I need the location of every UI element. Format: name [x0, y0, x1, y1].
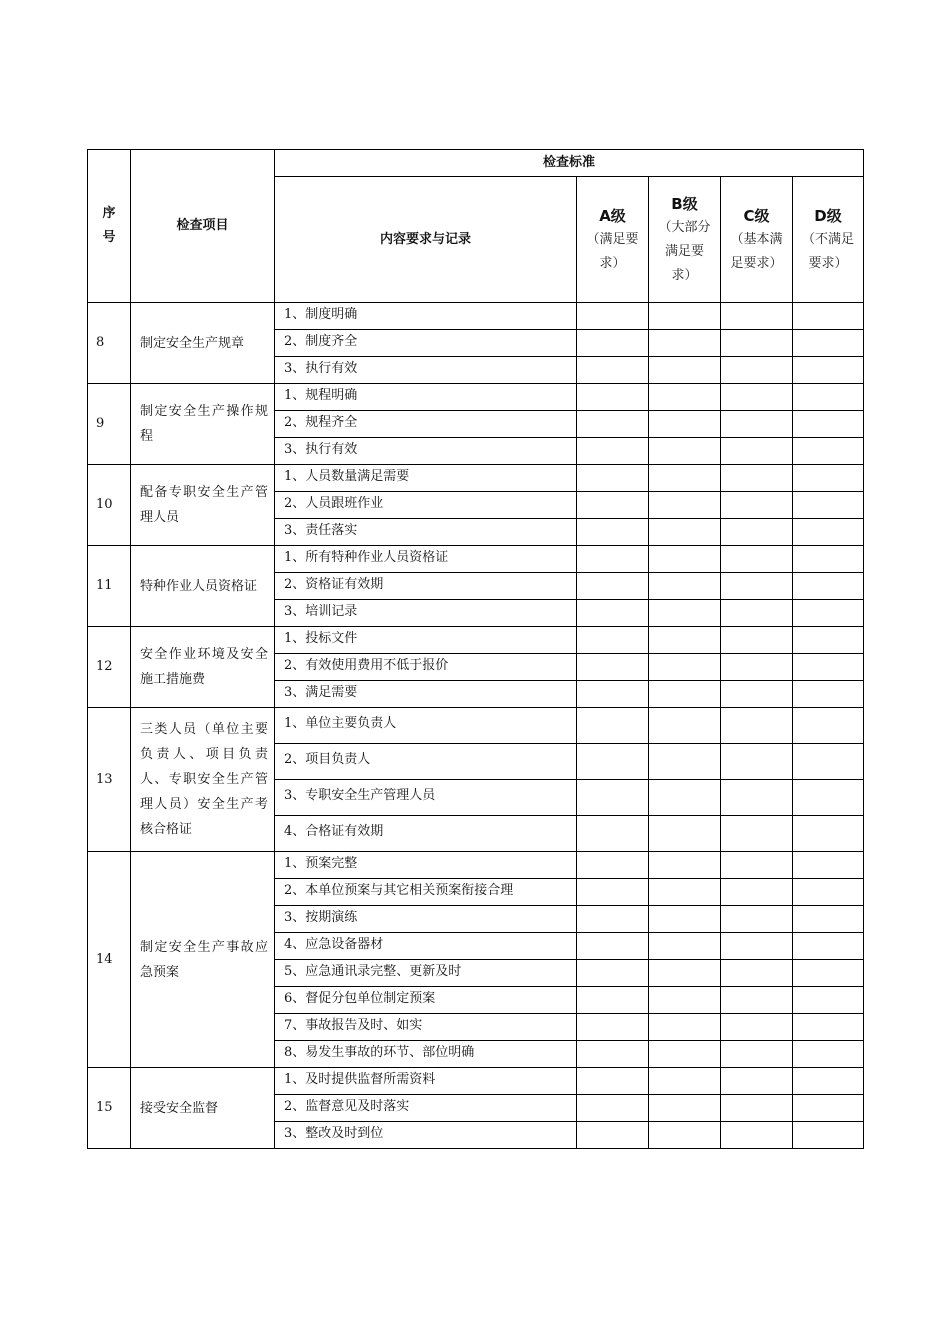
criterion-text: 1、所有特种作业人员资格证: [275, 546, 577, 573]
grade-b-cell[interactable]: [649, 708, 721, 744]
grade-a-cell[interactable]: [577, 1122, 649, 1149]
grade-c-cell[interactable]: [721, 384, 793, 411]
criterion-text: 4、合格证有效期: [275, 816, 577, 852]
grade-a-desc-line2: 求）: [599, 255, 626, 271]
item-number: 11: [88, 546, 131, 627]
grade-c-cell[interactable]: [721, 519, 793, 546]
inspection-item: 制定安全生产操作规程: [131, 384, 275, 465]
criterion-text: 8、易发生事故的环节、部位明确: [275, 1041, 577, 1068]
grade-a-cell[interactable]: [577, 1068, 649, 1095]
inspection-table: [87, 149, 864, 1149]
grade-d-cell[interactable]: [793, 879, 864, 906]
table-row: [88, 303, 864, 330]
grade-a-cell[interactable]: [577, 1014, 649, 1041]
grade-c-cell[interactable]: [721, 906, 793, 933]
grade-d-title: D级: [814, 206, 842, 225]
grade-d-cell[interactable]: [793, 357, 864, 384]
grade-d-cell[interactable]: [793, 465, 864, 492]
grade-d-cell[interactable]: [793, 933, 864, 960]
table-row: [88, 627, 864, 654]
grade-a-cell[interactable]: [577, 906, 649, 933]
grade-a-cell[interactable]: [577, 519, 649, 546]
grade-b-cell[interactable]: [649, 411, 721, 438]
grade-b-cell[interactable]: [649, 906, 721, 933]
grade-b-cell[interactable]: [649, 744, 721, 780]
header-content: 内容要求与记录: [275, 177, 577, 303]
grade-c-cell[interactable]: [721, 1068, 793, 1095]
grade-b-cell[interactable]: [649, 1041, 721, 1068]
grade-c-cell[interactable]: [721, 933, 793, 960]
item-number: 12: [88, 627, 131, 708]
grade-c-cell[interactable]: [721, 357, 793, 384]
criterion-text: 2、监督意见及时落实: [275, 1095, 577, 1122]
grade-a-cell[interactable]: [577, 852, 649, 879]
grade-c-cell[interactable]: [721, 330, 793, 357]
grade-c-cell[interactable]: [721, 411, 793, 438]
inspection-item: 配备专职安全生产管理人员: [131, 465, 275, 546]
grade-d-cell[interactable]: [793, 411, 864, 438]
grade-d-cell[interactable]: [793, 708, 864, 744]
grade-b-cell[interactable]: [649, 933, 721, 960]
grade-c-cell[interactable]: [721, 654, 793, 681]
grade-b-cell[interactable]: [649, 1014, 721, 1041]
grade-d-desc-line1: （不满足: [802, 231, 855, 247]
grade-b-cell[interactable]: [649, 384, 721, 411]
grade-b-desc-line2: 满足要: [664, 243, 704, 259]
grade-d-desc-line2: 要求）: [808, 255, 848, 271]
criterion-text: 3、执行有效: [275, 357, 577, 384]
grade-d-cell[interactable]: [793, 1041, 864, 1068]
criterion-text: 2、本单位预案与其它相关预案衔接合理: [275, 879, 577, 906]
grade-c-cell[interactable]: [721, 303, 793, 330]
grade-c-desc-line2: 足要求）: [730, 255, 783, 271]
grade-b-title: B级: [671, 194, 698, 213]
grade-b-cell[interactable]: [649, 438, 721, 465]
grade-b-cell[interactable]: [649, 573, 721, 600]
grade-c-cell[interactable]: [721, 852, 793, 879]
grade-c-cell[interactable]: [721, 879, 793, 906]
inspection-item: 安全作业环境及安全施工措施费: [131, 627, 275, 708]
grade-c-cell[interactable]: [721, 816, 793, 852]
grade-c-cell[interactable]: [721, 780, 793, 816]
grade-c-cell[interactable]: [721, 1041, 793, 1068]
grade-d-cell[interactable]: [793, 744, 864, 780]
grade-a-cell[interactable]: [577, 627, 649, 654]
grade-b-cell[interactable]: [649, 519, 721, 546]
grade-b-cell[interactable]: [649, 879, 721, 906]
item-number: 14: [88, 852, 131, 1068]
criterion-text: 1、投标文件: [275, 627, 577, 654]
grade-a-cell[interactable]: [577, 357, 649, 384]
grade-a-cell[interactable]: [577, 960, 649, 987]
grade-b-cell[interactable]: [649, 1095, 721, 1122]
criterion-text: 3、培训记录: [275, 600, 577, 627]
grade-a-cell[interactable]: [577, 681, 649, 708]
grade-b-cell[interactable]: [649, 330, 721, 357]
grade-c-cell[interactable]: [721, 708, 793, 744]
item-number: 15: [88, 1068, 131, 1149]
grade-a-cell[interactable]: [577, 492, 649, 519]
criterion-text: 3、执行有效: [275, 438, 577, 465]
criterion-text: 3、专职安全生产管理人员: [275, 780, 577, 816]
grade-b-desc-line1: （大部分: [658, 219, 711, 235]
grade-c-cell[interactable]: [721, 1122, 793, 1149]
grade-c-cell[interactable]: [721, 573, 793, 600]
grade-c-cell[interactable]: [721, 438, 793, 465]
grade-d-cell[interactable]: [793, 573, 864, 600]
grade-b-cell[interactable]: [649, 681, 721, 708]
grade-a-cell[interactable]: [577, 330, 649, 357]
table-row: [88, 546, 864, 573]
grade-d-cell[interactable]: [793, 906, 864, 933]
grade-d-cell[interactable]: [793, 852, 864, 879]
grade-d-header: [793, 177, 864, 303]
grade-a-desc-line1: （满足要: [586, 231, 639, 247]
grade-d-cell[interactable]: [793, 654, 864, 681]
grade-b-cell[interactable]: [649, 852, 721, 879]
inspection-item: 接受安全监督: [131, 1068, 275, 1149]
grade-a-cell[interactable]: [577, 780, 649, 816]
grade-a-cell[interactable]: [577, 987, 649, 1014]
grade-d-cell[interactable]: [793, 1068, 864, 1095]
inspection-item: 三类人员（单位主要负责人、项目负责人、专职安全生产管理人员）安全生产考核合格证: [131, 708, 275, 852]
grade-c-cell[interactable]: [721, 1095, 793, 1122]
criterion-text: 6、督促分包单位制定预案: [275, 987, 577, 1014]
grade-b-cell[interactable]: [649, 987, 721, 1014]
grade-d-cell[interactable]: [793, 681, 864, 708]
grade-b-cell[interactable]: [649, 546, 721, 573]
grade-d-cell[interactable]: [793, 492, 864, 519]
header-seq-line1: 序: [102, 206, 116, 221]
criterion-text: 2、有效使用费用不低于报价: [275, 654, 577, 681]
criterion-text: 2、规程齐全: [275, 411, 577, 438]
grade-c-desc-line1: （基本满: [730, 231, 783, 247]
grade-a-cell[interactable]: [577, 1095, 649, 1122]
header-row-top: [88, 150, 864, 177]
grade-b-cell[interactable]: [649, 600, 721, 627]
table-row: [88, 384, 864, 411]
grade-b-cell[interactable]: [649, 492, 721, 519]
criterion-text: 7、事故报告及时、如实: [275, 1014, 577, 1041]
grade-d-cell[interactable]: [793, 546, 864, 573]
grade-a-cell[interactable]: [577, 744, 649, 780]
grade-c-cell[interactable]: [721, 1014, 793, 1041]
criterion-text: 3、整改及时到位: [275, 1122, 577, 1149]
table-row: [88, 708, 864, 744]
grade-c-cell[interactable]: [721, 546, 793, 573]
grade-b-cell[interactable]: [649, 357, 721, 384]
grade-a-title: A级: [599, 206, 626, 225]
grade-a-cell[interactable]: [577, 411, 649, 438]
grade-a-cell[interactable]: [577, 816, 649, 852]
header-item: 检查项目: [131, 150, 275, 303]
criterion-text: 1、制度明确: [275, 303, 577, 330]
grade-c-cell[interactable]: [721, 465, 793, 492]
grade-c-cell[interactable]: [721, 600, 793, 627]
grade-b-cell[interactable]: [649, 627, 721, 654]
grade-c-cell[interactable]: [721, 960, 793, 987]
header-seq: [88, 150, 131, 303]
inspection-item: 制定安全生产事故应急预案: [131, 852, 275, 1068]
criterion-text: 3、满足需要: [275, 681, 577, 708]
grade-c-cell[interactable]: [721, 492, 793, 519]
criterion-text: 2、资格证有效期: [275, 573, 577, 600]
grade-d-cell[interactable]: [793, 519, 864, 546]
grade-a-cell[interactable]: [577, 303, 649, 330]
grade-a-cell[interactable]: [577, 384, 649, 411]
grade-a-header: [577, 177, 649, 303]
grade-b-cell[interactable]: [649, 465, 721, 492]
grade-d-cell[interactable]: [793, 816, 864, 852]
table-row: [88, 1068, 864, 1095]
item-number: 13: [88, 708, 131, 852]
grade-c-header: [721, 177, 793, 303]
grade-b-cell[interactable]: [649, 654, 721, 681]
grade-c-cell[interactable]: [721, 681, 793, 708]
grade-b-header: [649, 177, 721, 303]
grade-a-cell[interactable]: [577, 546, 649, 573]
grade-a-cell[interactable]: [577, 879, 649, 906]
grade-b-desc-line3: 求）: [671, 267, 698, 283]
grade-a-cell[interactable]: [577, 1041, 649, 1068]
grade-c-cell[interactable]: [721, 627, 793, 654]
criterion-text: 2、项目负责人: [275, 744, 577, 780]
grade-d-cell[interactable]: [793, 960, 864, 987]
inspection-item: 制定安全生产规章: [131, 303, 275, 384]
grade-c-cell[interactable]: [721, 987, 793, 1014]
grade-a-cell[interactable]: [577, 438, 649, 465]
grade-b-cell[interactable]: [649, 816, 721, 852]
criterion-text: 2、人员跟班作业: [275, 492, 577, 519]
inspection-item: 特种作业人员资格证: [131, 546, 275, 627]
grade-d-cell[interactable]: [793, 330, 864, 357]
grade-d-cell[interactable]: [793, 303, 864, 330]
grade-a-cell[interactable]: [577, 573, 649, 600]
criterion-text: 3、按期演练: [275, 906, 577, 933]
grade-a-cell[interactable]: [577, 600, 649, 627]
grade-c-title: C级: [743, 206, 770, 225]
grade-d-cell[interactable]: [793, 1095, 864, 1122]
grade-a-cell[interactable]: [577, 933, 649, 960]
grade-d-cell[interactable]: [793, 1122, 864, 1149]
criterion-text: 1、人员数量满足需要: [275, 465, 577, 492]
criterion-text: 4、应急设备器材: [275, 933, 577, 960]
grade-a-cell[interactable]: [577, 465, 649, 492]
table-row: [88, 465, 864, 492]
grade-d-cell[interactable]: [793, 627, 864, 654]
criterion-text: 3、责任落实: [275, 519, 577, 546]
grade-d-cell[interactable]: [793, 780, 864, 816]
criterion-text: 1、单位主要负责人: [275, 708, 577, 744]
grade-b-cell[interactable]: [649, 1122, 721, 1149]
grade-d-cell[interactable]: [793, 438, 864, 465]
grade-b-cell[interactable]: [649, 1068, 721, 1095]
grade-a-cell[interactable]: [577, 654, 649, 681]
grade-d-cell[interactable]: [793, 384, 864, 411]
header-standard: 检查标准: [275, 150, 864, 177]
criterion-text: 2、制度齐全: [275, 330, 577, 357]
item-number: 8: [88, 303, 131, 384]
item-number: 9: [88, 384, 131, 465]
grade-a-cell[interactable]: [577, 708, 649, 744]
grade-d-cell[interactable]: [793, 600, 864, 627]
grade-c-cell[interactable]: [721, 744, 793, 780]
grade-b-cell[interactable]: [649, 303, 721, 330]
item-number: 10: [88, 465, 131, 546]
criterion-text: 5、应急通讯录完整、更新及时: [275, 960, 577, 987]
criterion-text: 1、预案完整: [275, 852, 577, 879]
grade-b-cell[interactable]: [649, 960, 721, 987]
grade-b-cell[interactable]: [649, 780, 721, 816]
criterion-text: 1、规程明确: [275, 384, 577, 411]
table-row: [88, 852, 864, 879]
header-seq-line2: 号: [102, 230, 116, 245]
criterion-text: 1、及时提供监督所需资料: [275, 1068, 577, 1095]
grade-d-cell[interactable]: [793, 1014, 864, 1041]
grade-d-cell[interactable]: [793, 987, 864, 1014]
